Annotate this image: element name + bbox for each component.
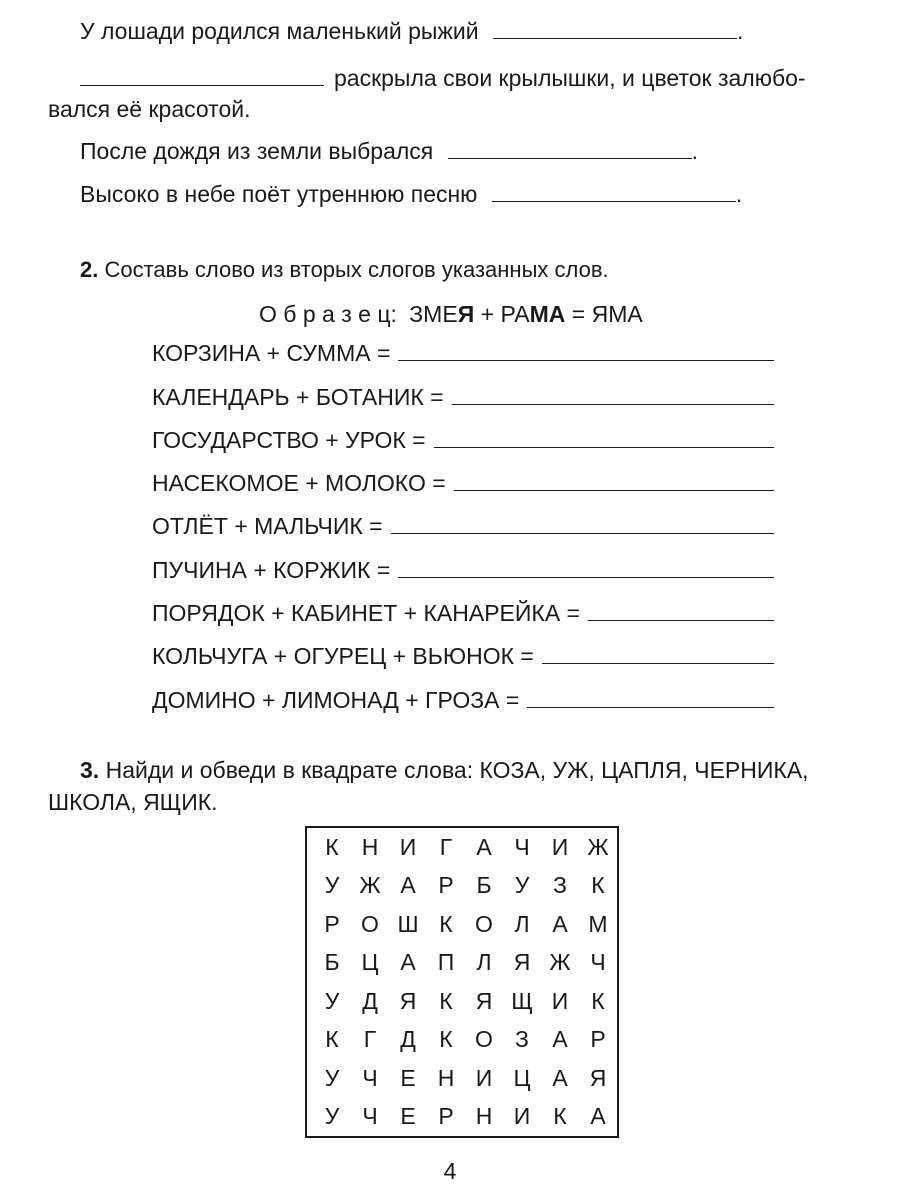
grid-letter[interactable]: К xyxy=(439,910,453,937)
equation-row xyxy=(152,557,774,584)
grid-letter[interactable]: Я xyxy=(475,987,493,1014)
page-number: 4 xyxy=(443,1158,457,1184)
grid-letter[interactable]: У xyxy=(514,872,530,899)
grid-letter[interactable]: И xyxy=(551,833,569,860)
task-3-instruction-text: Найди и обведи в квадрате слова: КОЗА, УЖ, ЦАПЛЯ, ЧЕРНИКА, xyxy=(105,757,809,783)
equation-text: КОРЗИНА + СУММА = xyxy=(152,340,391,366)
equation-text: НАСЕКОМОЕ + МОЛОКО = xyxy=(152,470,446,496)
grid-letter[interactable]: И xyxy=(475,1064,493,1091)
sentence-2-continued: вался её красотой. xyxy=(48,96,251,122)
equation-text: ПУЧИНА + КОРЖИК = xyxy=(152,557,391,583)
sample-word-2 xyxy=(500,301,565,327)
grid-letter[interactable]: Ж xyxy=(587,833,609,860)
grid-letter[interactable]: И xyxy=(513,1103,531,1130)
grid-letter[interactable]: Б xyxy=(476,872,492,899)
answer-blank[interactable] xyxy=(434,429,774,448)
grid-letter[interactable]: Ж xyxy=(359,872,381,899)
equation-text: ПОРЯДОК + КАБИНЕТ + КАНАРЕЙКА = xyxy=(152,600,580,626)
answer-blank[interactable] xyxy=(542,645,774,664)
grid-letter[interactable]: Ш xyxy=(397,910,419,937)
grid-letter[interactable]: Ч xyxy=(362,1103,378,1130)
grid-letter[interactable]: У xyxy=(324,1064,340,1091)
grid-letter[interactable]: Ч xyxy=(362,1064,378,1091)
sample-row xyxy=(259,301,643,328)
equation-row xyxy=(152,384,774,411)
equation-row xyxy=(152,513,774,540)
equation-text: КОЛЬЧУГА + ОГУРЕЦ + ВЬЮНОК = xyxy=(152,643,534,669)
grid-letter[interactable]: К xyxy=(325,1026,339,1053)
grid-letter[interactable]: О xyxy=(475,1026,493,1053)
grid-letter[interactable]: Н xyxy=(361,833,379,860)
answer-blank[interactable] xyxy=(398,342,774,361)
equation-row xyxy=(152,340,774,367)
equation-text: ОТЛЁТ + МАЛЬЧИК = xyxy=(152,513,383,539)
grid-row xyxy=(307,905,617,944)
grid-row xyxy=(307,1059,617,1098)
grid-letter[interactable]: Л xyxy=(514,910,530,937)
grid-letter[interactable]: Р xyxy=(438,1103,454,1130)
sentence-2 xyxy=(80,65,806,92)
grid-row xyxy=(307,1098,617,1137)
grid-row xyxy=(307,944,617,983)
answer-blank[interactable] xyxy=(452,386,774,405)
grid-letter[interactable]: Ц xyxy=(361,949,379,976)
sentence-3-end: . xyxy=(691,138,699,164)
task-3-instruction-line-2: ШКОЛА, ЯЩИК. xyxy=(48,789,218,815)
grid-row xyxy=(307,867,617,906)
grid-letter[interactable]: Я xyxy=(513,949,531,976)
grid-letter[interactable]: Ч xyxy=(590,949,606,976)
grid-letter[interactable]: Р xyxy=(438,872,454,899)
equation-row xyxy=(152,600,774,627)
grid-letter[interactable]: Б xyxy=(324,949,340,976)
sample-label: О б р а з е ц: xyxy=(259,301,397,327)
grid-letter[interactable]: К xyxy=(325,833,339,860)
grid-letter[interactable]: У xyxy=(324,872,340,899)
answer-blank[interactable] xyxy=(588,602,774,621)
answer-blank[interactable] xyxy=(391,515,774,534)
task-2-instruction-text: Составь слово из вторых слогов указанных слов. xyxy=(104,257,609,282)
answer-blank[interactable] xyxy=(492,183,736,202)
sample-word-2-part: РА xyxy=(500,301,530,327)
grid-letter[interactable]: К xyxy=(439,987,453,1014)
grid-letter[interactable]: Е xyxy=(400,1064,416,1091)
equation-text: ГОСУДАРСТВО + УРОК = xyxy=(152,427,426,453)
answer-blank[interactable] xyxy=(527,689,774,708)
grid-letter[interactable]: Г xyxy=(363,1026,377,1053)
equation-row xyxy=(152,427,774,454)
sample-word-2-syllable: МА xyxy=(529,301,566,327)
equation-row xyxy=(152,470,774,497)
answer-blank[interactable] xyxy=(493,20,737,39)
task-2-number: 2. xyxy=(80,257,99,282)
sample-word-1-syllable: Я xyxy=(457,301,475,327)
grid-letter[interactable]: А xyxy=(552,1026,568,1053)
task-3-instruction-line-1 xyxy=(80,757,809,784)
grid-letter[interactable]: О xyxy=(475,910,493,937)
equation-row xyxy=(152,643,774,670)
sentence-1 xyxy=(80,18,743,45)
equation-text: КАЛЕНДАРЬ + БОТАНИК = xyxy=(152,384,444,410)
grid-letter[interactable]: А xyxy=(476,833,492,860)
answer-blank[interactable] xyxy=(398,559,774,578)
equation-row xyxy=(152,687,774,714)
grid-letter[interactable]: А xyxy=(552,910,568,937)
grid-letter[interactable]: Н xyxy=(437,1064,455,1091)
grid-letter[interactable]: З xyxy=(515,1026,529,1053)
grid-letter[interactable]: А xyxy=(552,1064,568,1091)
grid-letter[interactable]: Л xyxy=(476,949,492,976)
task-3-number: 3. xyxy=(80,757,100,783)
grid-letter[interactable]: Я xyxy=(399,987,417,1014)
sentence-4-end: . xyxy=(735,181,743,207)
sentence-2-text: раскрыла свои крылышки, и цветок залюбо- xyxy=(334,65,806,91)
grid-row xyxy=(307,982,617,1021)
grid-letter[interactable]: З xyxy=(553,872,567,899)
sentence-1-end: . xyxy=(736,18,744,44)
answer-blank[interactable] xyxy=(448,140,692,159)
grid-letter[interactable]: К xyxy=(553,1103,567,1130)
grid-letter[interactable]: Щ xyxy=(511,987,533,1014)
grid-letter[interactable]: А xyxy=(590,1103,606,1130)
grid-letter[interactable]: И xyxy=(551,987,569,1014)
equation-text: ДОМИНО + ЛИМОНАД + ГРОЗА = xyxy=(152,687,520,713)
answer-blank[interactable] xyxy=(454,472,774,491)
grid-letter[interactable]: Я xyxy=(589,1064,607,1091)
sample-word-1 xyxy=(409,301,474,327)
sentence-3-text: После дождя из земли выбрался xyxy=(80,138,434,164)
grid-letter[interactable]: Е xyxy=(400,1103,416,1130)
grid-letter[interactable]: Р xyxy=(324,910,340,937)
sentence-3 xyxy=(80,138,698,165)
sample-plus: + xyxy=(480,301,495,327)
sentence-4-text: Высоко в небе поёт утреннюю песню xyxy=(80,181,478,207)
grid-letter[interactable]: Д xyxy=(400,1026,416,1053)
answer-blank[interactable] xyxy=(80,67,324,86)
task-2-instruction xyxy=(80,257,609,283)
grid-letter[interactable]: К xyxy=(591,872,605,899)
grid-letter[interactable]: А xyxy=(400,872,416,899)
grid-letter[interactable]: П xyxy=(437,949,455,976)
letter-grid xyxy=(305,826,619,1138)
sentence-1-text: У лошади родился маленький рыжий xyxy=(80,18,479,44)
grid-row xyxy=(307,828,617,867)
grid-letter[interactable]: К xyxy=(591,987,605,1014)
sentence-4 xyxy=(80,181,742,208)
grid-letter[interactable]: У xyxy=(324,1103,340,1130)
sample-equals: = xyxy=(571,301,586,327)
grid-letter[interactable]: А xyxy=(400,949,416,976)
grid-letter[interactable]: Ч xyxy=(514,833,530,860)
sample-word-1-part: ЗМЕ xyxy=(409,301,458,327)
sample-result: ЯМА xyxy=(591,301,643,327)
grid-letter[interactable]: О xyxy=(361,910,379,937)
grid-letter[interactable]: Г xyxy=(439,833,453,860)
grid-letter[interactable]: М xyxy=(588,910,608,937)
grid-letter[interactable]: Н xyxy=(475,1103,493,1130)
grid-letter[interactable]: И xyxy=(399,833,417,860)
grid-row xyxy=(307,1021,617,1060)
grid-letter[interactable]: Р xyxy=(590,1026,606,1053)
grid-letter[interactable]: К xyxy=(439,1026,453,1053)
grid-letter[interactable]: Ж xyxy=(549,949,571,976)
grid-letter[interactable]: Ц xyxy=(513,1064,531,1091)
grid-letter[interactable]: У xyxy=(324,987,340,1014)
grid-letter[interactable]: Д xyxy=(362,987,378,1014)
